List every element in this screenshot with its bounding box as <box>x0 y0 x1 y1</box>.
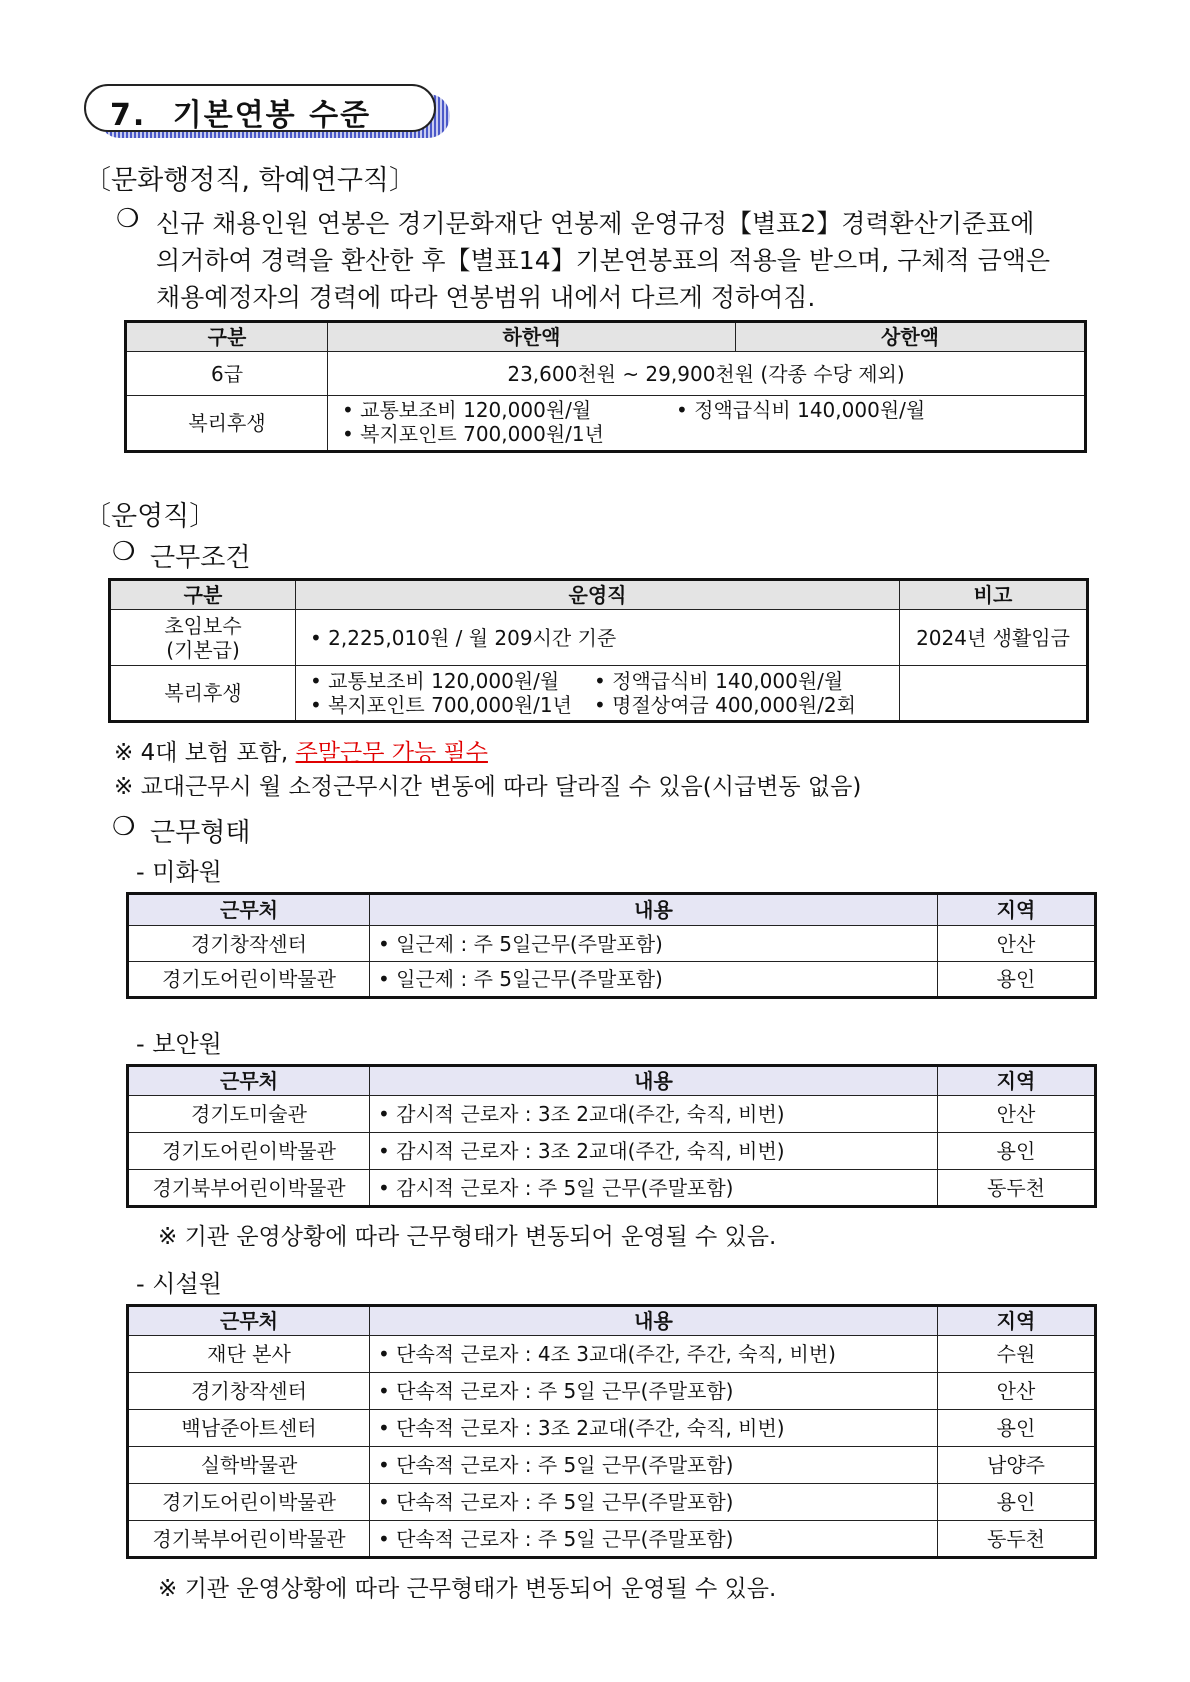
group-name-cleaning: - 미화원 <box>136 858 222 886</box>
facility-table <box>126 1304 1097 1559</box>
th-region: 지역 <box>938 1066 1096 1096</box>
workplace: 경기도어린이박물관 <box>128 1484 370 1521</box>
base-pay-label <box>110 610 296 666</box>
workplace: 경기창작센터 <box>128 926 370 962</box>
welfare-item: • 정액급식비 140,000원/월 <box>594 669 844 693</box>
th-content: 내용 <box>370 894 938 926</box>
bullet-circle-icon: ❍ <box>116 204 140 234</box>
note-shift: ※ 교대근무시 월 소정근무시간 변동에 따라 달라질 수 있음(시급변동 없음) <box>114 774 862 800</box>
note-security: ※ 기관 운영상황에 따라 근무형태가 변동되어 운영될 수 있음. <box>158 1224 777 1250</box>
content: • 단속적 근로자 : 주 5일 근무(주말포함) <box>370 1521 938 1558</box>
welfare-item: • 교통보조비 120,000원/월 <box>342 398 592 422</box>
th-region: 지역 <box>938 894 1096 926</box>
welfare-item: • 교통보조비 120,000원/월 <box>310 669 560 693</box>
table-row <box>128 1336 1096 1373</box>
section-heading <box>84 84 454 136</box>
security-table <box>126 1064 1097 1208</box>
note-insurance <box>114 734 488 767</box>
content: • 감시적 근로자 : 주 5일 근무(주말포함) <box>370 1170 938 1207</box>
salary-range-table <box>124 320 1087 453</box>
region: 안산 <box>938 1096 1096 1133</box>
table-row <box>128 1521 1096 1558</box>
welfare-item: • 복지포인트 700,000원/1년 <box>310 693 572 717</box>
table-row <box>128 1373 1096 1410</box>
th-workplace: 근무처 <box>128 1066 370 1096</box>
conditions-title: 근무조건 <box>150 543 251 573</box>
table-row <box>128 1484 1096 1521</box>
group-name-security: - 보안원 <box>136 1030 222 1058</box>
region: 남양주 <box>938 1447 1096 1484</box>
th-upper: 상한액 <box>736 322 1086 352</box>
welfare-items <box>296 666 900 722</box>
forms-title: 근무형태 <box>150 818 251 848</box>
content: • 단속적 근로자 : 4조 3교대(주간, 주간, 숙직, 비번) <box>370 1336 938 1373</box>
workplace: 경기북부어린이박물관 <box>128 1521 370 1558</box>
th-remarks: 비고 <box>900 580 1088 610</box>
section-title: 기본연봉 수준 <box>172 98 372 133</box>
workplace: 경기도어린이박물관 <box>128 962 370 998</box>
conditions-table <box>108 578 1089 723</box>
table-row <box>128 1170 1096 1207</box>
region: 용인 <box>938 1484 1096 1521</box>
table-row <box>128 1133 1096 1170</box>
workplace: 재단 본사 <box>128 1336 370 1373</box>
category-operational: 〔운영직〕 <box>84 501 217 532</box>
table-row <box>128 962 1096 998</box>
content: • 감시적 근로자 : 3조 2교대(주간, 숙직, 비번) <box>370 1133 938 1170</box>
workplace: 실학박물관 <box>128 1447 370 1484</box>
th-workplace: 근무처 <box>128 894 370 926</box>
content: • 단속적 근로자 : 주 5일 근무(주말포함) <box>370 1447 938 1484</box>
welfare-item: • 복지포인트 700,000원/1년 <box>342 422 604 446</box>
region: 용인 <box>938 1133 1096 1170</box>
content: • 감시적 근로자 : 3조 2교대(주간, 숙직, 비번) <box>370 1096 938 1133</box>
table-row <box>128 1447 1096 1484</box>
region: 동두천 <box>938 1170 1096 1207</box>
th-category: 구분 <box>126 322 328 352</box>
th-workplace: 근무처 <box>128 1306 370 1336</box>
content: • 일근제 : 주 5일근무(주말포함) <box>370 962 938 998</box>
category-cultural: 〔문화행정직, 학예연구직〕 <box>84 165 416 196</box>
table-row <box>128 1096 1096 1133</box>
table-row <box>128 1410 1096 1447</box>
base-pay-note: 2024년 생활임금 <box>900 610 1088 666</box>
region: 용인 <box>938 962 1096 998</box>
welfare-label: 복리후생 <box>110 666 296 722</box>
workplace: 경기창작센터 <box>128 1373 370 1410</box>
heading-text <box>110 90 371 134</box>
welfare-item: • 명절상여금 400,000원/2회 <box>594 693 856 717</box>
welfare-note-empty <box>900 666 1088 722</box>
label-line: (기본급) <box>166 637 240 662</box>
th-operational: 운영직 <box>296 580 900 610</box>
para-line-3: 채용예정자의 경력에 따라 연봉범위 내에서 다르게 정하여짐. <box>156 283 816 312</box>
base-pay-value: • 2,225,010원 / 월 209시간 기준 <box>296 610 900 666</box>
th-region: 지역 <box>938 1306 1096 1336</box>
note-facility: ※ 기관 운영상황에 따라 근무형태가 변동되어 운영될 수 있음. <box>158 1576 777 1602</box>
content: • 일근제 : 주 5일근무(주말포함) <box>370 926 938 962</box>
workplace: 경기북부어린이박물관 <box>128 1170 370 1207</box>
salary-range: 23,600천원 ~ 29,900천원 (각종 수당 제외) <box>328 352 1086 396</box>
th-lower: 하한액 <box>328 322 736 352</box>
welfare-label: 복리후생 <box>126 396 328 452</box>
para-line-2: 의거하여 경력을 환산한 후【별표14】기본연봉표의 적용을 받으며, 구체적 금액은 <box>156 246 1051 275</box>
workplace: 경기도미술관 <box>128 1096 370 1133</box>
welfare-items <box>328 396 1086 452</box>
th-content: 내용 <box>370 1306 938 1336</box>
welfare-item: • 정액급식비 140,000원/월 <box>676 398 926 422</box>
region: 안산 <box>938 1373 1096 1410</box>
region: 안산 <box>938 926 1096 962</box>
region: 수원 <box>938 1336 1096 1373</box>
th-category: 구분 <box>110 580 296 610</box>
region: 용인 <box>938 1410 1096 1447</box>
table-row <box>128 926 1096 962</box>
note-prefix: ※ 4대 보험 포함, <box>114 740 296 766</box>
content: • 단속적 근로자 : 주 5일 근무(주말포함) <box>370 1373 938 1410</box>
th-content: 내용 <box>370 1066 938 1096</box>
bullet-circle-icon: ❍ <box>112 812 136 842</box>
para-line-1: 신규 채용인원 연봉은 경기문화재단 연봉제 운영규정【별표2】경력환산기준표에 <box>156 209 1035 238</box>
region: 동두천 <box>938 1521 1096 1558</box>
cleaning-table <box>126 892 1097 999</box>
label-line: 초임보수 <box>164 613 242 638</box>
content: • 단속적 근로자 : 주 5일 근무(주말포함) <box>370 1484 938 1521</box>
workplace: 백남준아트센터 <box>128 1410 370 1447</box>
workplace: 경기도어린이박물관 <box>128 1133 370 1170</box>
group-name-facility: - 시설원 <box>136 1270 222 1298</box>
note-emphasis: 주말근무 가능 필수 <box>295 740 488 766</box>
content: • 단속적 근로자 : 3조 2교대(주간, 숙직, 비번) <box>370 1410 938 1447</box>
grade-label: 6급 <box>126 352 328 396</box>
bullet-circle-icon: ❍ <box>112 537 136 567</box>
section-number: 7. <box>110 98 147 133</box>
